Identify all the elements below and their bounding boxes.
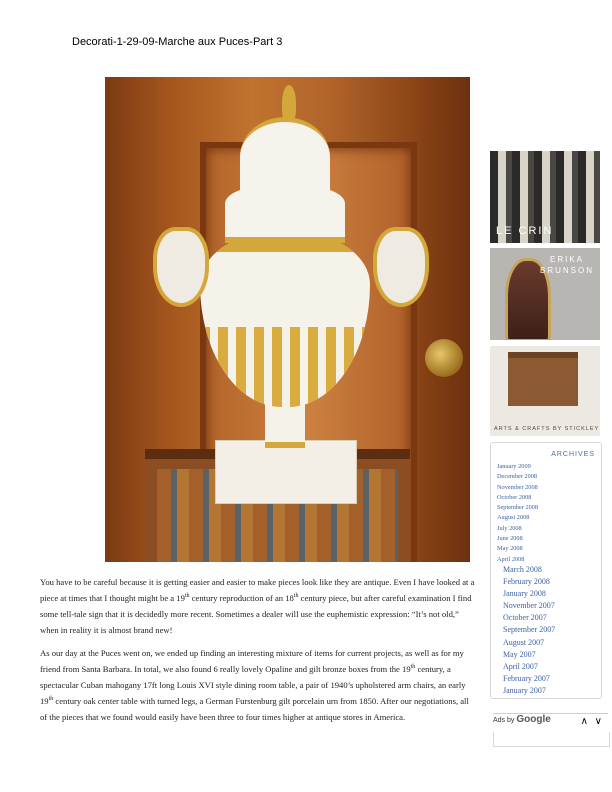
archive-link[interactable]: January 2008 xyxy=(503,589,546,599)
archive-link[interactable]: December 2008 xyxy=(497,473,538,481)
archive-link[interactable]: October 2008 xyxy=(497,493,532,501)
ads-nav-arrows[interactable]: ∧ ∨ xyxy=(580,716,604,727)
archive-link[interactable]: April 2007 xyxy=(503,661,538,671)
urn-body xyxy=(200,232,370,407)
urn-plinth xyxy=(215,440,357,504)
urn-finial xyxy=(282,85,296,121)
archives-list-older xyxy=(503,564,555,697)
ad-le-crin-label: LE CRIN xyxy=(496,225,554,237)
urn-lid xyxy=(240,117,330,197)
archives-heading: ARCHIVES xyxy=(551,451,595,458)
page-title: Decorati-1-29-09-Marche aux Puces-Part 3 xyxy=(72,36,283,48)
archive-link[interactable]: May 2008 xyxy=(497,545,523,553)
photo-door-knob xyxy=(425,339,463,377)
article-paragraph-2: As our day at the Puces went on, we ended up finding an interesting mixture of items for current projects, as well as for my friend from Santa Barbara. In total, we also found 6 really lovely Opaline and gilt bronze boxes from the 19th century, a spectacular Cuban mahogany 17ft long Louis XVI style dining room table, a pair of 1940’s upholstered arm chairs, an early 19th century oak center table with turned legs, a German Furstenburg gilt porcelain urn from 1850. After our negotiations, all of the pieces that we found would easily have been three to four times higher at antique stores in America. xyxy=(40,648,469,722)
archive-link[interactable]: May 2007 xyxy=(503,649,536,659)
archive-link[interactable]: July 2008 xyxy=(497,524,522,532)
ads-box xyxy=(493,732,610,747)
ram-handle-left xyxy=(153,227,209,307)
ad-stickley[interactable] xyxy=(490,346,600,436)
archive-link[interactable]: April 2008 xyxy=(497,555,525,563)
ad-erika-brunson[interactable] xyxy=(490,248,600,340)
urn-photo xyxy=(105,77,470,562)
archive-link[interactable]: September 2007 xyxy=(503,625,556,635)
archives-widget xyxy=(490,442,602,699)
archive-link[interactable]: March 2008 xyxy=(503,565,542,574)
ad-le-crin[interactable] xyxy=(490,151,600,243)
archive-link[interactable]: August 2007 xyxy=(503,637,545,647)
archives-list-recent xyxy=(497,462,538,565)
archive-link[interactable]: June 2008 xyxy=(497,535,523,543)
google-logo[interactable]: Google xyxy=(516,714,551,725)
archive-link[interactable]: January 2009 xyxy=(497,463,531,470)
ads-by-google-bar xyxy=(493,713,608,732)
ads-by-label: Ads by xyxy=(493,717,517,724)
urn-stem xyxy=(265,402,305,448)
archive-link[interactable]: February 2007 xyxy=(503,673,550,683)
article-paragraph-1: You have to be careful because it is getting easier and easier to make pieces look like they are antique. Even I have looked at a piece at times that I thought might be a 19th century reproduction of an 18th century piece, but after careful examination I find some tell-tale sign that it is decidedly more recent. Sometimes a dealer will use the euphemistic expression: “It’s not old,” when in reality it is almost brand new! xyxy=(40,577,475,635)
archive-link[interactable]: January 2007 xyxy=(503,685,546,695)
archive-link[interactable]: November 2008 xyxy=(497,483,538,491)
ram-handle-right xyxy=(373,227,429,307)
table-image xyxy=(508,352,578,406)
ad-erika-brunson-label: ERIKA BRUNSON xyxy=(539,255,594,275)
archive-link[interactable]: September 2008 xyxy=(497,504,539,512)
ad-stickley-label: ARTS & CRAFTS BY STICKLEY xyxy=(494,426,600,432)
archive-link[interactable]: August 2008 xyxy=(497,514,530,522)
archive-link[interactable]: October 2007 xyxy=(503,613,547,623)
archive-link[interactable]: November 2007 xyxy=(503,601,555,611)
archive-link[interactable]: February 2008 xyxy=(503,577,550,587)
